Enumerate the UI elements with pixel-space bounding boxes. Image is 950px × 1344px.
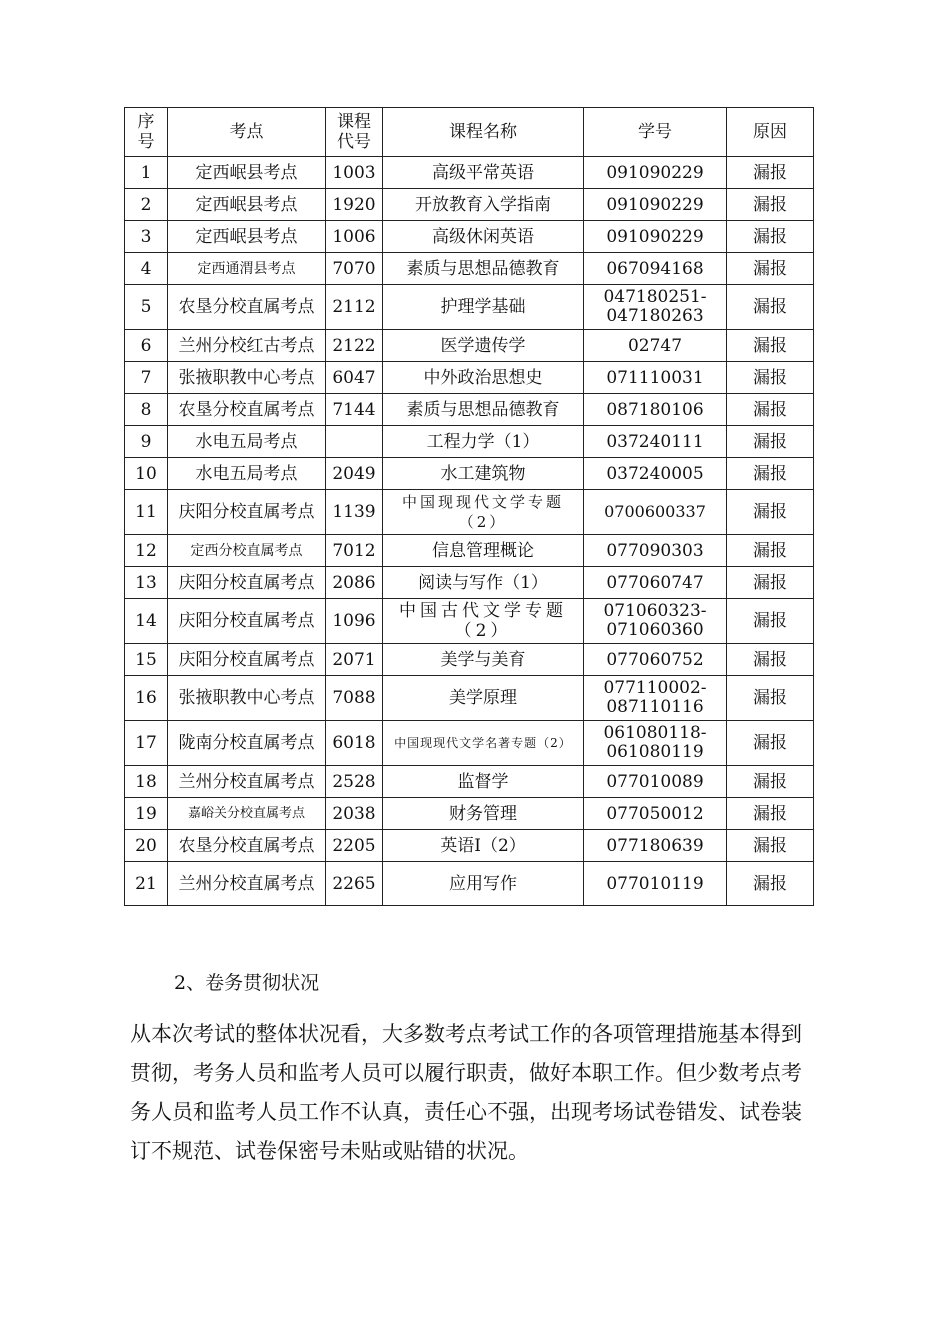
- course-code: 2086: [326, 567, 383, 599]
- course-code: [326, 426, 383, 458]
- header-index: 序号: [125, 108, 168, 157]
- student-id: 067094168: [584, 253, 727, 285]
- row-index: 13: [125, 567, 168, 599]
- course-code: 7088: [326, 676, 383, 721]
- exam-location: 水电五局考点: [168, 458, 326, 490]
- reason: 漏报: [727, 830, 814, 862]
- reason: 漏报: [727, 490, 814, 535]
- course-code: 2049: [326, 458, 383, 490]
- reason: 漏报: [727, 766, 814, 798]
- row-index: 1: [125, 157, 168, 189]
- table-row: [125, 362, 814, 394]
- row-index: 8: [125, 394, 168, 426]
- reason: 漏报: [727, 721, 814, 766]
- course-name: 财务管理: [383, 798, 584, 830]
- row-index: 17: [125, 721, 168, 766]
- student-id: 077050012: [584, 798, 727, 830]
- exam-location: 庆阳分校直属考点: [168, 567, 326, 599]
- course-code: 1920: [326, 189, 383, 221]
- row-index: 21: [125, 862, 168, 906]
- course-name: 医学遗传学: [383, 330, 584, 362]
- course-name: 中国现现代文学名著专题（2）: [383, 721, 584, 766]
- table-row: [125, 458, 814, 490]
- table-row: [125, 157, 814, 189]
- student-id: 047180251-047180263: [584, 285, 727, 330]
- row-index: 20: [125, 830, 168, 862]
- reason: 漏报: [727, 458, 814, 490]
- course-code: 2205: [326, 830, 383, 862]
- exam-location: 庆阳分校直属考点: [168, 599, 326, 644]
- course-name: 开放教育入学指南: [383, 189, 584, 221]
- section-paragraph: 从本次考试的整体状况看，大多数考点考试工作的各项管理措施基本得到贯彻，考务人员和监考人员可以履行职责，做好本职工作。但少数考点考务人员和监考人员工作不认真，责任心不强，出现考场试卷错发、试卷装订不规范、试卷保密号未贴或贴错的状况。: [130, 1022, 802, 1163]
- reason: 漏报: [727, 253, 814, 285]
- course-name: 素质与思想品德教育: [383, 394, 584, 426]
- student-id: 091090229: [584, 189, 727, 221]
- reason: 漏报: [727, 221, 814, 253]
- course-code: 1006: [326, 221, 383, 253]
- course-name: 中国现现代文学专题（2）: [383, 490, 584, 535]
- course-code: 2112: [326, 285, 383, 330]
- reason: 漏报: [727, 535, 814, 567]
- reason: 漏报: [727, 394, 814, 426]
- reason: 漏报: [727, 798, 814, 830]
- table-row: [125, 285, 814, 330]
- student-id: 091090229: [584, 157, 727, 189]
- table-row: [125, 426, 814, 458]
- table-row: [125, 394, 814, 426]
- exam-location: 张掖职教中心考点: [168, 362, 326, 394]
- table-row: [125, 490, 814, 535]
- reason: 漏报: [727, 676, 814, 721]
- exam-location: 张掖职教中心考点: [168, 676, 326, 721]
- exam-location: 庆阳分校直属考点: [168, 644, 326, 676]
- course-name: 中国古代文学专题（2）: [383, 599, 584, 644]
- table-row: [125, 798, 814, 830]
- course-name: 高级平常英语: [383, 157, 584, 189]
- exam-location: 定西岷县考点: [168, 157, 326, 189]
- reason: 漏报: [727, 862, 814, 906]
- course-name: 美学原理: [383, 676, 584, 721]
- course-code: 7070: [326, 253, 383, 285]
- reason: 漏报: [727, 599, 814, 644]
- table-row: [125, 567, 814, 599]
- row-index: 16: [125, 676, 168, 721]
- exam-location: 水电五局考点: [168, 426, 326, 458]
- student-id: 077010089: [584, 766, 727, 798]
- row-index: 3: [125, 221, 168, 253]
- course-name: 监督学: [383, 766, 584, 798]
- student-id: 0700600337: [584, 490, 727, 535]
- reason: 漏报: [727, 644, 814, 676]
- exam-location: 农垦分校直属考点: [168, 285, 326, 330]
- exam-location: 定西通渭县考点: [168, 253, 326, 285]
- course-name: 工程力学（1）: [383, 426, 584, 458]
- table-row: [125, 189, 814, 221]
- student-id: 037240111: [584, 426, 727, 458]
- exam-location: 农垦分校直属考点: [168, 394, 326, 426]
- exam-location: 兰州分校直属考点: [168, 766, 326, 798]
- header-reason: 原因: [727, 108, 814, 157]
- row-index: 2: [125, 189, 168, 221]
- student-id: 077060752: [584, 644, 727, 676]
- row-index: 11: [125, 490, 168, 535]
- exam-location: 兰州分校红古考点: [168, 330, 326, 362]
- table-header-row: [125, 108, 814, 157]
- table-row: [125, 330, 814, 362]
- student-id: 02747: [584, 330, 727, 362]
- course-name: 素质与思想品德教育: [383, 253, 584, 285]
- reason: 漏报: [727, 157, 814, 189]
- course-name: 水工建筑物: [383, 458, 584, 490]
- table-row: [125, 676, 814, 721]
- course-code: 2038: [326, 798, 383, 830]
- row-index: 14: [125, 599, 168, 644]
- student-id: 091090229: [584, 221, 727, 253]
- course-code: 7144: [326, 394, 383, 426]
- row-index: 15: [125, 644, 168, 676]
- reason: 漏报: [727, 362, 814, 394]
- course-code: 6047: [326, 362, 383, 394]
- header-course-name: 课程名称: [383, 108, 584, 157]
- table-row: [125, 830, 814, 862]
- exam-location: 定西分校直属考点: [168, 535, 326, 567]
- row-index: 18: [125, 766, 168, 798]
- row-index: 5: [125, 285, 168, 330]
- course-code: 2122: [326, 330, 383, 362]
- table-row: [125, 862, 814, 906]
- course-name: 应用写作: [383, 862, 584, 906]
- student-id: 037240005: [584, 458, 727, 490]
- course-name: 英语Ⅰ（2）: [383, 830, 584, 862]
- reason: 漏报: [727, 285, 814, 330]
- course-code: 2071: [326, 644, 383, 676]
- course-name: 阅读与写作（1）: [383, 567, 584, 599]
- student-id: 077010119: [584, 862, 727, 906]
- row-index: 10: [125, 458, 168, 490]
- reason: 漏报: [727, 330, 814, 362]
- course-name: 高级休闲英语: [383, 221, 584, 253]
- student-id: 061080118-061080119: [584, 721, 727, 766]
- table-row: [125, 221, 814, 253]
- table-row: [125, 766, 814, 798]
- student-id: 087180106: [584, 394, 727, 426]
- row-index: 12: [125, 535, 168, 567]
- table-row: [125, 253, 814, 285]
- header-course-code: 课程代号: [326, 108, 383, 157]
- row-index: 7: [125, 362, 168, 394]
- exam-location: 嘉峪关分校直属考点: [168, 798, 326, 830]
- course-name: 中外政治思想史: [383, 362, 584, 394]
- table-row: [125, 644, 814, 676]
- row-index: 6: [125, 330, 168, 362]
- exam-location: 陇南分校直属考点: [168, 721, 326, 766]
- exam-location: 定西岷县考点: [168, 189, 326, 221]
- course-name: 美学与美育: [383, 644, 584, 676]
- student-id: 071110031: [584, 362, 727, 394]
- table-row: [125, 721, 814, 766]
- course-code: 1096: [326, 599, 383, 644]
- course-code: 1139: [326, 490, 383, 535]
- student-id: 077180639: [584, 830, 727, 862]
- course-code: 2528: [326, 766, 383, 798]
- course-code: 1003: [326, 157, 383, 189]
- section-heading: 2、卷务贯彻状况: [174, 972, 320, 994]
- row-index: 19: [125, 798, 168, 830]
- course-code: 2265: [326, 862, 383, 906]
- exam-location: 农垦分校直属考点: [168, 830, 326, 862]
- course-code: 7012: [326, 535, 383, 567]
- header-student-id: 学号: [584, 108, 727, 157]
- reason: 漏报: [727, 189, 814, 221]
- exam-location: 定西岷县考点: [168, 221, 326, 253]
- exam-location: 庆阳分校直属考点: [168, 490, 326, 535]
- row-index: 4: [125, 253, 168, 285]
- table-row: [125, 599, 814, 644]
- course-code: 6018: [326, 721, 383, 766]
- exam-location: 兰州分校直属考点: [168, 862, 326, 906]
- reason: 漏报: [727, 426, 814, 458]
- omission-table: [124, 107, 814, 906]
- student-id: 071060323-071060360: [584, 599, 727, 644]
- student-id: 077060747: [584, 567, 727, 599]
- header-location: 考点: [168, 108, 326, 157]
- row-index: 9: [125, 426, 168, 458]
- table-row: [125, 535, 814, 567]
- course-name: 护理学基础: [383, 285, 584, 330]
- reason: 漏报: [727, 567, 814, 599]
- course-name: 信息管理概论: [383, 535, 584, 567]
- student-id: 077090303: [584, 535, 727, 567]
- student-id: 077110002-087110116: [584, 676, 727, 721]
